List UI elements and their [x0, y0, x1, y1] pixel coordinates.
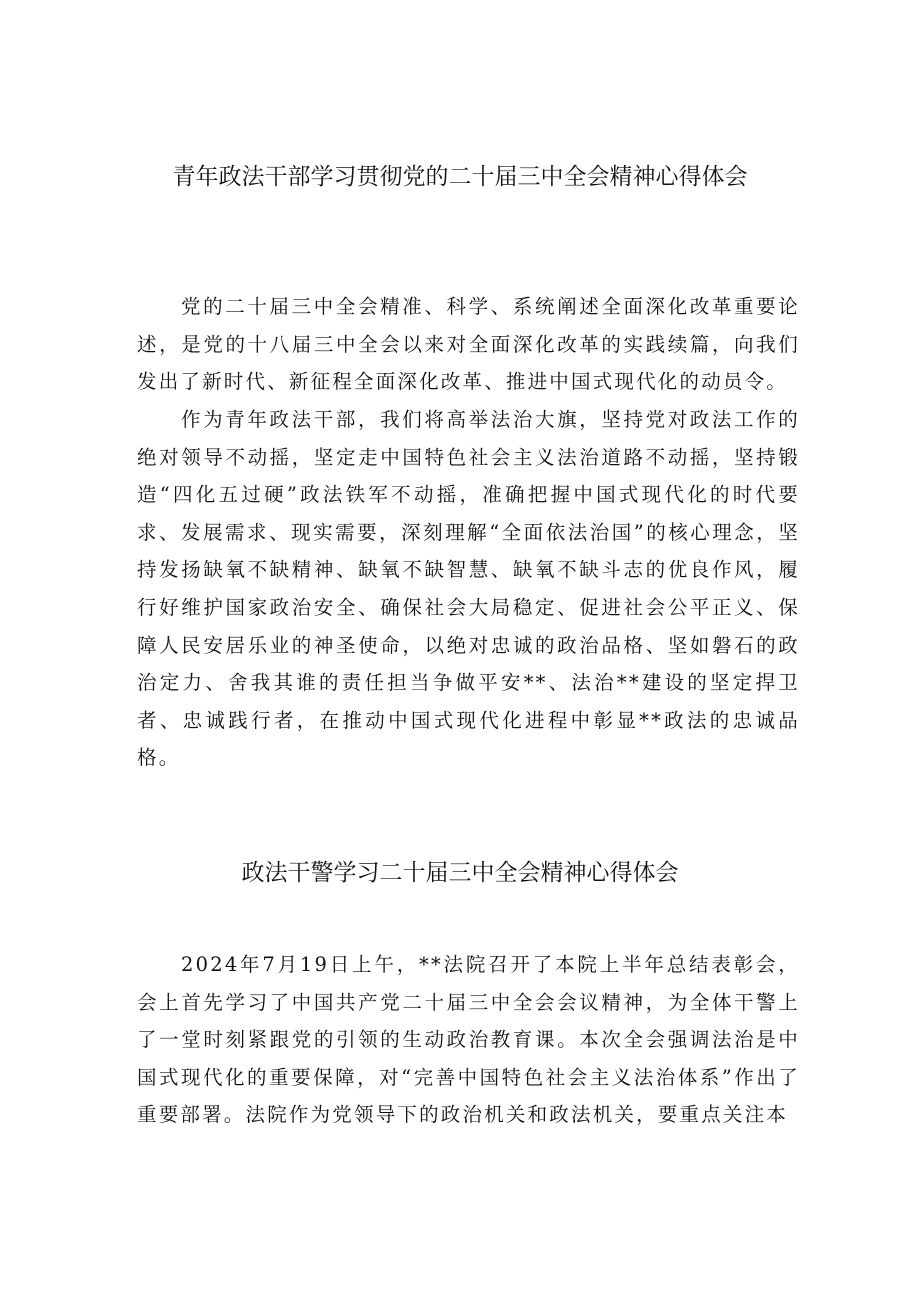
article1-paragraph-2: 作为青年政法干部，我们将高举法治大旗，坚持党对政法工作的绝对领导不动摇，坚定走中国特色社会主义法治道路不动摇，坚持锻造“四化五过硬”政法铁军不动摇，准确把握中国式现代化的时代要求、发展需求、现实需要，深刻理解“全面依法治国”的核心理念，坚持发扬缺氧不缺精神、缺氧不缺智慧、缺氧不缺斗志的优良作风，履行好维护国家政治安全、确保社会大局稳定、促进社会公平正义、保障人民安居乐业的神圣使命，以绝对忠诚的政治品格、坚如磐石的政治定力、舍我其谁的责任担当争做平安**、法治**建设的坚定捍卫者、忠诚践行者，在推动中国式现代化进程中彰显**政法的忠诚品格。 [137, 408, 800, 770]
article1-paragraph-1: 党的二十届三中全会精准、科学、系统阐述全面深化改革重要论述，是党的十八届三中全会以来对全面深化改革的实践续篇，向我们发出了新时代、新征程全面深化改革、推进中国式现代化的动员令。 [137, 295, 800, 394]
article1-title: 青年政法干部学习贯彻党的二十届三中全会精神心得体会 [172, 164, 748, 190]
article2-title: 政法干警学习二十届三中全会精神心得体会 [241, 860, 679, 886]
article2-paragraph-1: 2024年7月19日上午，**法院召开了本院上半年总结表彰会，会上首先学习了中国共产党二十届三中全会会议精神，为全体干警上了一堂时刻紧跟党的引领的生动政治教育课。本次全会强调法治是中国式现代化的重要保障，对“完善中国特色社会主义法治体系”作出了重要部署。法院作为党领导下的政治机关和政法机关，要重点关注本 [137, 953, 800, 1127]
